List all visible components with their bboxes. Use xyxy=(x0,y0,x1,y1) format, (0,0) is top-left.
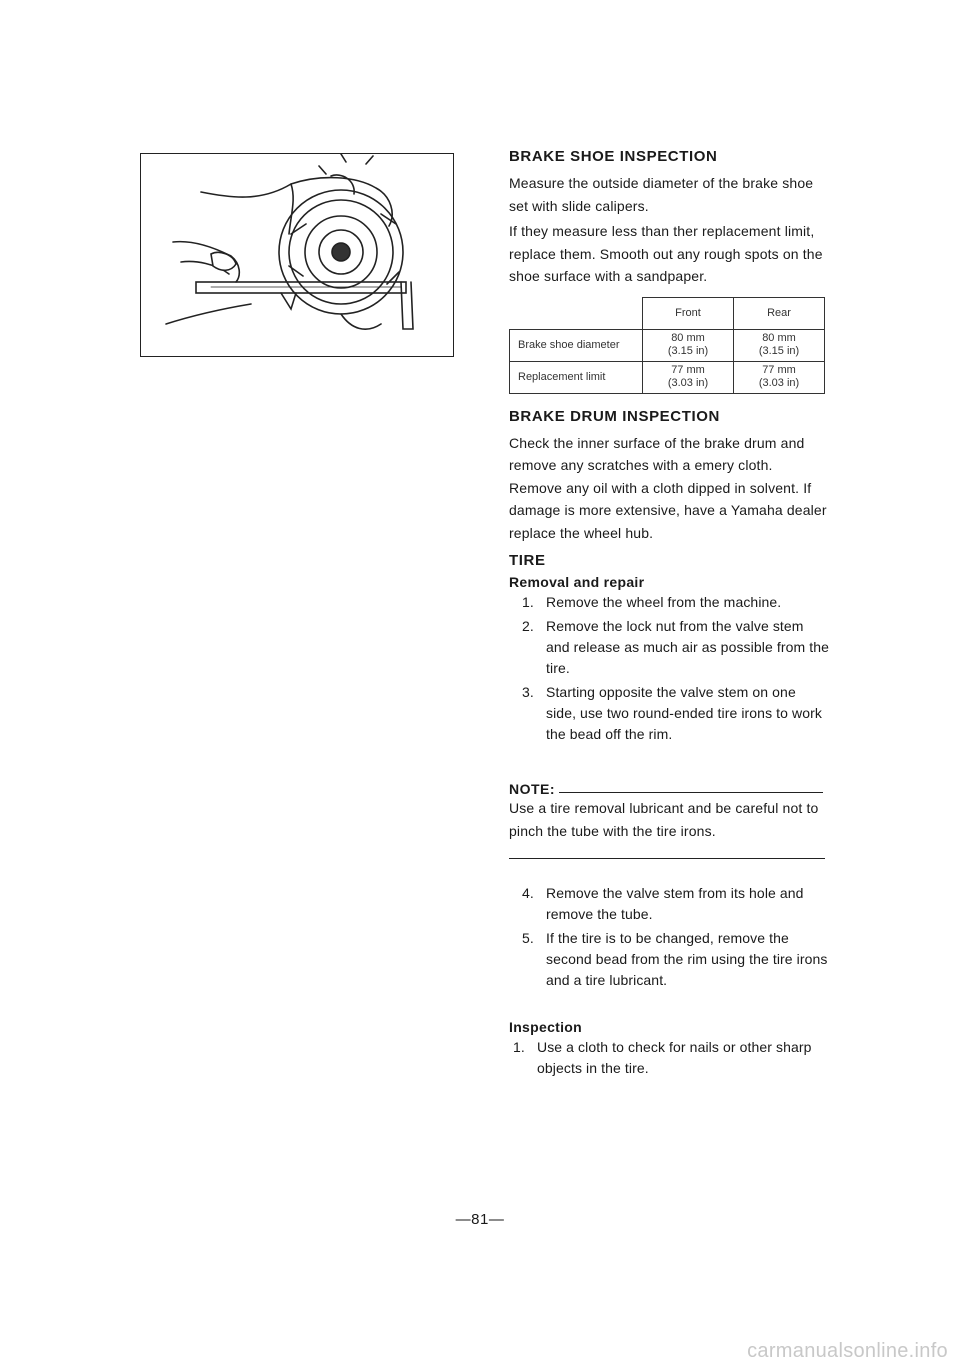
value-mm: 77 mm xyxy=(762,364,796,376)
step-text: If the tire is to be changed, remove the second bead from the rim using the tire irons and a tire lubricant. xyxy=(546,930,828,988)
note-header xyxy=(509,781,829,797)
row-label-shoe-diameter: Brake shoe diameter xyxy=(510,329,643,361)
watermark-text: carmanualsonline.info xyxy=(747,1340,948,1362)
removal-steps-list xyxy=(509,592,829,745)
inspection-steps-list xyxy=(509,1037,829,1079)
page-number: —81— xyxy=(455,1211,505,1228)
step-number: 1. xyxy=(522,594,534,610)
cell-rear-limit xyxy=(734,361,825,393)
removal-steps-list-continued xyxy=(509,883,829,991)
column-rear: Rear xyxy=(734,297,825,329)
step-number: 1. xyxy=(513,1039,525,1055)
cell-front-limit xyxy=(643,361,734,393)
note-rule xyxy=(559,791,823,793)
step-number: 2. xyxy=(522,618,534,634)
step-text: Use a cloth to check for nails or other sharp objects in the tire. xyxy=(537,1039,812,1076)
list-item xyxy=(509,883,829,925)
text-column xyxy=(509,146,829,1082)
step-text: Remove the valve stem from its hole and remove the tube. xyxy=(546,885,804,922)
table-header-row xyxy=(510,297,825,329)
row-label-replacement-limit: Replacement limit xyxy=(510,361,643,393)
step-text: Starting opposite the valve stem on one side, use two round-ended tire irons to work the bead off the rim. xyxy=(546,684,822,742)
step-text: Remove the wheel from the machine. xyxy=(546,594,782,610)
value-mm: 77 mm xyxy=(671,364,705,376)
step-number: 3. xyxy=(522,684,534,700)
removal-subheading: Removal and repair xyxy=(509,574,645,590)
note-text: Use a tire removal lubricant and be careful not to pinch the tube with the tire irons. xyxy=(509,800,819,839)
brake-shoe-heading: BRAKE SHOE INSPECTION xyxy=(509,148,718,165)
value-in: (3.03 in) xyxy=(758,377,800,389)
brake-drum-paragraph: Check the inner surface of the brake drum and remove any scratches with a emery cloth. Remove any oil with a cloth dipped in solvent. If damage is more extensive, have a Yamaha dealer replace the wheel hub. xyxy=(509,434,827,541)
value-mm: 80 mm xyxy=(671,332,705,344)
cell-rear-diameter xyxy=(734,329,825,361)
table-row xyxy=(510,329,825,361)
value-mm: 80 mm xyxy=(762,332,796,344)
tire-heading: TIRE xyxy=(509,552,546,569)
brake-drum-heading: BRAKE DRUM INSPECTION xyxy=(509,407,720,425)
list-item xyxy=(509,928,829,991)
table-corner-cell xyxy=(510,297,643,329)
caliper-illustration xyxy=(140,153,454,357)
inspection-subheading: Inspection xyxy=(509,1019,583,1035)
cell-front-diameter xyxy=(643,329,734,361)
note-label: NOTE: xyxy=(509,781,556,797)
list-item xyxy=(509,682,829,745)
column-front: Front xyxy=(643,297,734,329)
note-end-rule xyxy=(509,858,825,859)
step-number: 4. xyxy=(522,885,534,901)
hands-caliper-brake-shoe-drawing xyxy=(141,154,455,358)
brake-spec-table xyxy=(509,297,825,394)
list-item xyxy=(509,592,829,613)
value-in: (3.15 in) xyxy=(667,345,709,357)
step-number: 5. xyxy=(522,930,534,946)
value-in: (3.15 in) xyxy=(758,345,800,357)
list-item xyxy=(509,616,829,679)
list-item xyxy=(509,1037,829,1079)
value-in: (3.03 in) xyxy=(667,377,709,389)
table-row xyxy=(510,361,825,393)
brake-shoe-paragraph-1: Measure the outside diameter of the brake shoe set with slide calipers. xyxy=(509,175,814,214)
step-text: Remove the lock nut from the valve stem and release as much air as possible from the tire. xyxy=(546,618,829,676)
brake-shoe-paragraph-2: If they measure less than ther replacement limit, replace them. Smooth out any rough spots on the shoe surface with a sandpaper. xyxy=(509,223,823,284)
